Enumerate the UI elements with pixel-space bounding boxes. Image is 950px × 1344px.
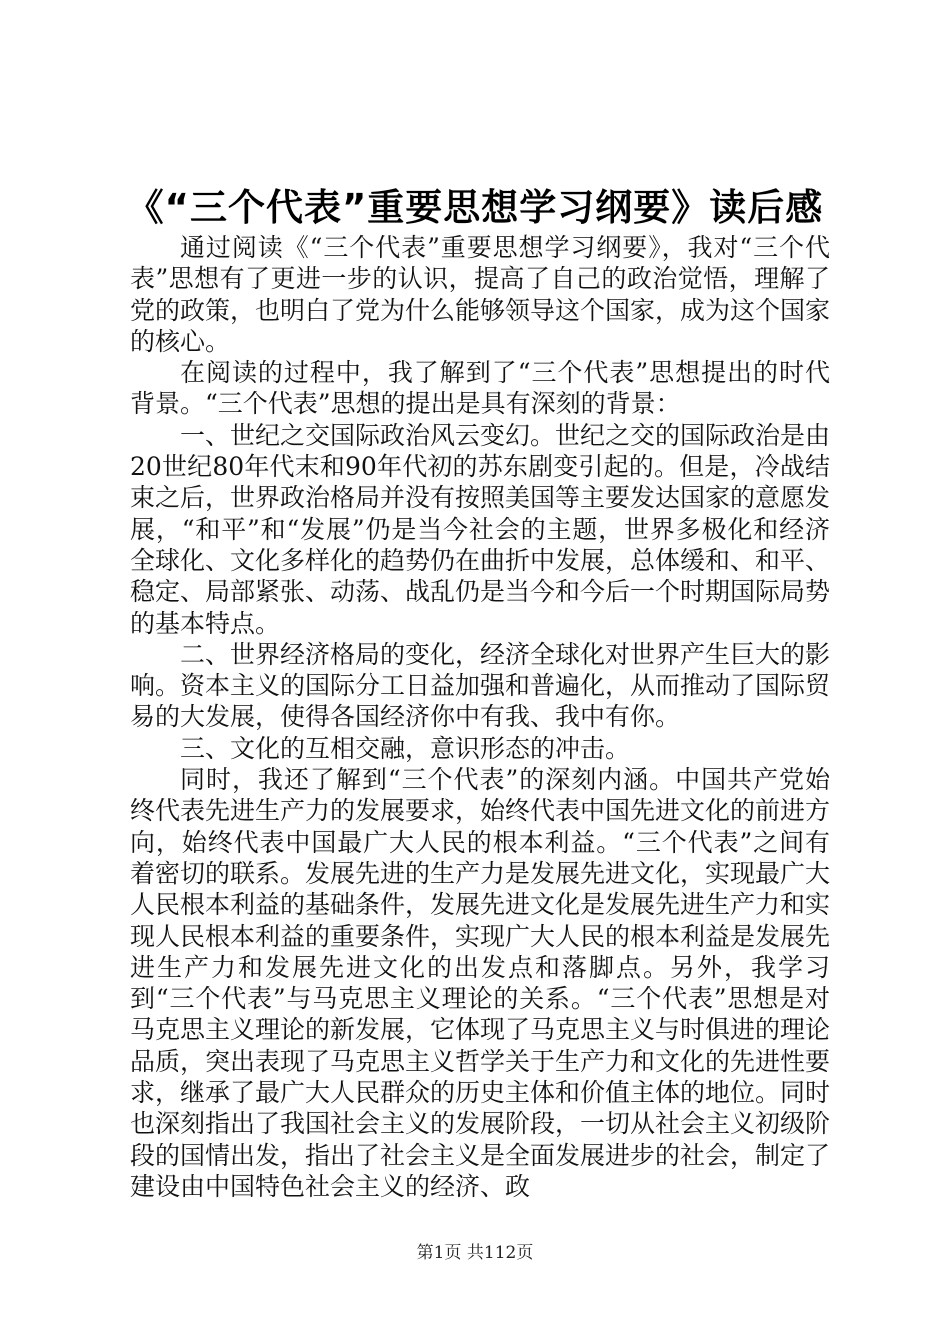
document-body xyxy=(130,232,830,1202)
paragraph-background: 在阅读的过程中，我了解到了“三个代表”思想提出的时代背景。“三个代表”思想的提出是具有深刻的背景： xyxy=(130,358,830,419)
paragraph-point-two: 二、世界经济格局的变化，经济全球化对世界产生巨大的影响。资本主义的国际分工日益加强和普遍化，从而推动了国际贸易的大发展，使得各国经济你中有我、我中有你。 xyxy=(130,639,831,732)
paragraph-point-one: 一、世纪之交国际政治风云变幻。世纪之交的国际政治是由20世纪80年代末和90年代初的苏东剧变引起的。但是，冷战结束之后，世界政治格局并没有按照美国等主要发达国家的意愿发展，“和平”和“发展”仍是当今社会的主题，世界多极化和经济全球化、文化多样化的趋势仍在曲折中发展，总体缓和、和平、稳定、局部紧张、动荡、战乱仍是当今和今后一个时期国际局势的基本特点。 xyxy=(130,420,831,638)
page-number-footer: 第1页 共112页 xyxy=(416,1243,534,1263)
paragraph-intro: 通过阅读《“三个代表”重要思想学习纲要》，我对“三个代表”思想有了更进一步的认识，提高了自己的政治觉悟，理解了党的政策，也明白了党为什么能够领导这个国家，成为这个国家的核心。 xyxy=(130,233,831,356)
paragraph-point-three: 三、文化的互相交融，意识形态的冲击。 xyxy=(180,733,631,763)
paragraph-connotation: 同时，我还了解到“三个代表”的深刻内涵。中国共产党始终代表先进生产力的发展要求，始终代表中国先进文化的前进方向，始终代表中国最广大人民的根本利益。“三个代表”之间有着密切的联系。发展先进的生产力是发展先进文化，实现最广大人民根本利益的基础条件，发展先进文化是发展先进生产力和实现人民根本利益的重要条件，实现广大人民的根本利益是发展先进生产力和发展先进文化的出发点和落脚点。另外，我学习到“三个代表”与马克思主义理论的关系。“三个代表”思想是对马克思主义理论的新发展，它体现了马克思主义与时俱进的理论品质，突出表现了马克思主义哲学关于生产力和文化的先进性要求，继承了最广大人民群众的历史主体和价值主体的地位。同时也深刻指出了我国社会主义的发展阶段，一切从社会主义初级阶段的国情出发，指出了社会主义是全面发展进步的社会，制定了建设由中国特色社会主义的经济、政 xyxy=(130,765,831,1201)
document-title: 《“三个代表”重要思想学习纲要》读后感 xyxy=(126,186,824,229)
